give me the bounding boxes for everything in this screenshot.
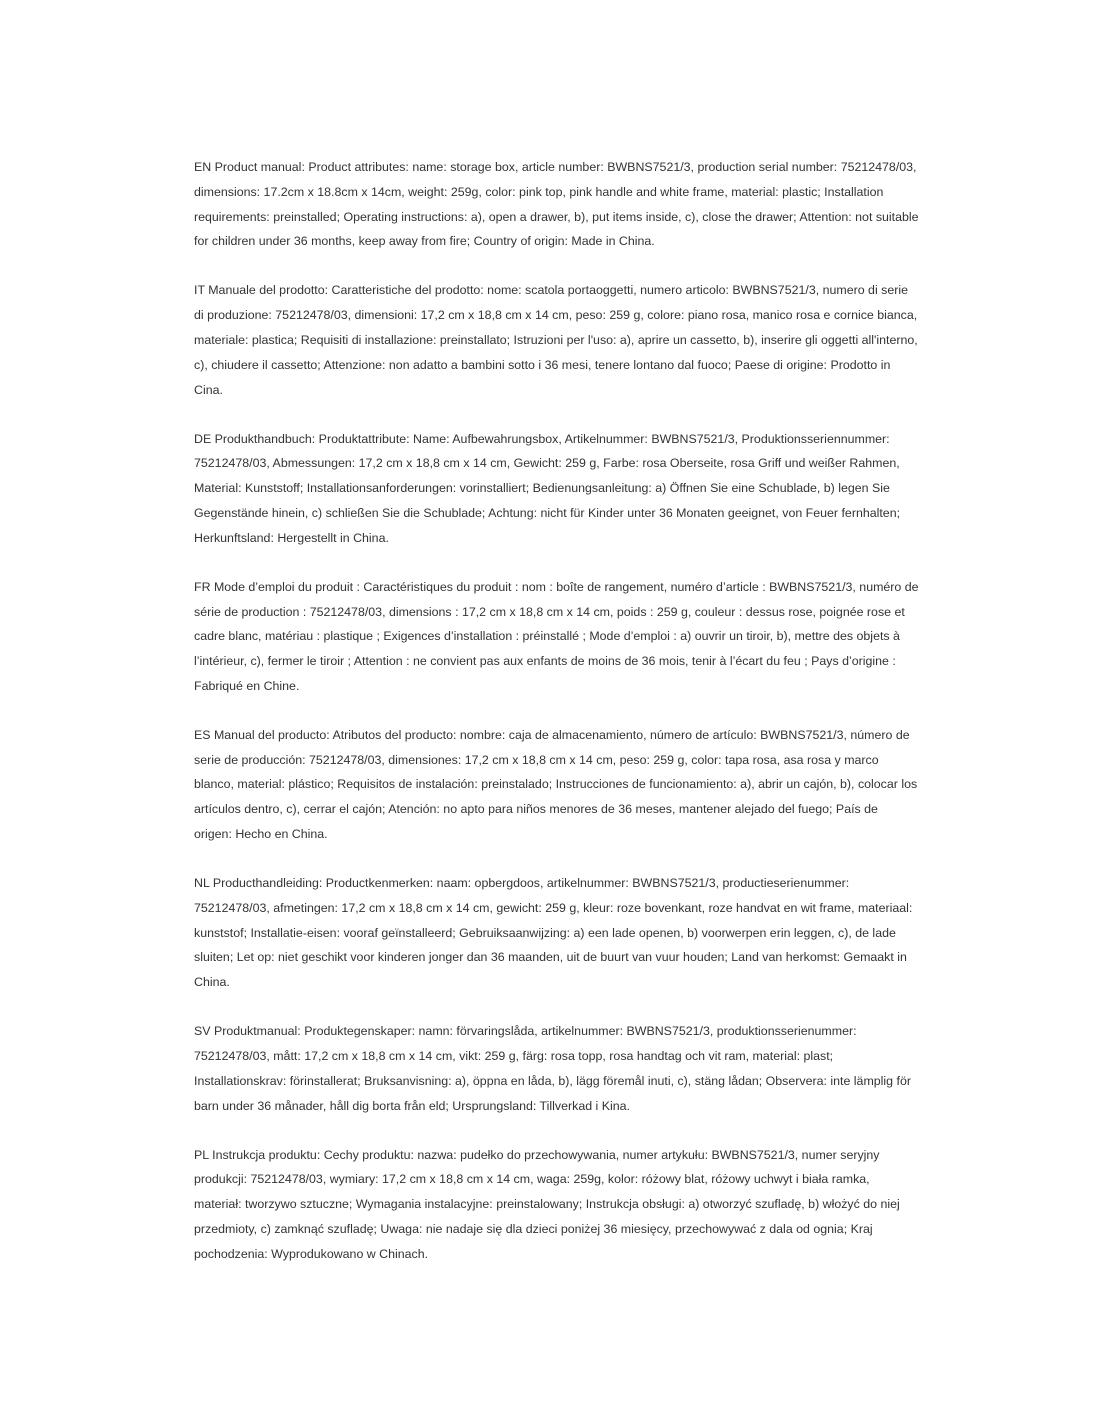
paragraph-en: EN Product manual: Product attributes: name: storage box, article number: BWBNS7521/3, production serial number: 75212478/03, dimensions: 17.2cm x 18.8cm x 14cm, weight: 259g, color: pink top, pink handle and white frame, material: plastic; Installation requirements: preinstalled; Operating instructions: a), open a drawer, b), put items inside, c), close the drawer; Attention: not suitable for children under 36 months, keep away from fire; Country of origin: Made in China. [194, 160, 919, 249]
document-page [194, 155, 919, 1267]
paragraph-it: IT Manuale del prodotto: Caratteristiche del prodotto: nome: scatola portaoggetti, numero articolo: BWBNS7521/3, numero di serie di produzione: 75212478/03, dimensioni: 17,2 cm x 18,8 cm x 14 cm, peso: 259 g, colore: piano rosa, manico rosa e cornice bianca, materiale: plastica; Requisiti di installazione: preinstallato; Istruzioni per l'uso: a), aprire un cassetto, b), inserire gli oggetti all'interno, c), chiudere il cassetto; Attenzione: non adatto a bambini sotto i 36 mesi, tenere lontano dal fuoco; Paese di origine: Prodotto in Cina. [194, 283, 918, 397]
paragraph-pl: PL Instrukcja produktu: Cechy produktu: nazwa: pudełko do przechowywania, numer artykułu: BWBNS7521/3, numer seryjny produkcji: 75212478/03, wymiary: 17,2 cm x 18,8 cm x 14 cm, waga: 259g, kolor: różowy blat, różowy uchwyt i biała ramka, materiał: tworzywo sztuczne; Wymagania instalacyjne: preinstalowany; Instrukcja obsługi: a) otworzyć szufladę, b) włożyć do niej przedmioty, c) zamknąć szufladę; Uwaga: nie nadaje się dla dzieci poniżej 36 miesięcy, przechowywać z dala od ognia; Kraj pochodzenia: Wyprodukowano w Chinach. [194, 1147, 900, 1261]
paragraph-es: ES Manual del producto: Atributos del producto: nombre: caja de almacenamiento, número de artículo: BWBNS7521/3, número de serie de producción: 75212478/03, dimensiones: 17,2 cm x 18,8 cm x 14 cm, peso: 259 g, color: tapa rosa, asa rosa y marco blanco, material: plástico; Requisitos de instalación: preinstalado; Instrucciones de funcionamiento: a), abrir un cajón, b), colocar los artículos dentro, c), cerrar el cajón; Atención: no apto para niños menores de 36 meses, mantener alejado del fuego; País de origen: Hecho en China. [194, 727, 918, 842]
paragraph-fr: FR Mode d’emploi du produit : Caractéristiques du produit : nom : boîte de rangement, numéro d’article : BWBNS7521/3, numéro de série de production : 75212478/03, dimensions : 17,2 cm x 18,8 cm x 14 cm, poids : 259 g, couleur : dessus rose, poignée rose et cadre blanc, matériau : plastique ; Exigences d’installation : préinstallé ; Mode d’emploi : a) ouvrir un tiroir, b), mettre des objets à l’intérieur, c), fermer le tiroir ; Attention : ne convient pas aux enfants de moins de 36 mois, tenir à l’écart du feu ; Pays d’origine : Fabriqué en Chine. [194, 579, 919, 693]
paragraph-nl: NL Producthandleiding: Productkenmerken: naam: opbergdoos, artikelnummer: BWBNS7521/3, productieserienummer: 75212478/03, afmetingen: 17,2 cm x 18,8 cm x 14 cm, gewicht: 259 g, kleur: roze bovenkant, roze handvat en wit frame, materiaal: kunststof; Installatie-eisen: vooraf geïnstalleerd; Gebruiksaanwijzing: a) een lade openen, b) voorwerpen erin leggen, c), de lade sluiten; Let op: niet geschikt voor kinderen jonger dan 36 maanden, uit de buurt van vuur houden; Land van herkomst: Gemaakt in China. [194, 876, 913, 990]
paragraph-de: DE Produkthandbuch: Produktattribute: Name: Aufbewahrungsbox, Artikelnummer: BWBNS7521/3, Produktionsseriennummer: 75212478/03, Abmessungen: 17,2 cm x 18,8 cm x 14 cm, Gewicht: 259 g, Farbe: rosa Oberseite, rosa Griff und weißer Rahmen, Material: Kunststoff; Installationsanforderungen: vorinstalliert; Bedienungsanleitung: a) Öffnen Sie eine Schublade, b) legen Sie Gegenstände hinein, c) schließen Sie die Schublade; Achtung: nicht für Kinder unter 36 Monaten geeignet, von Feuer fernhalten; Herkunftsland: Hergestellt in China. [194, 431, 901, 545]
paragraph-sv: SV Produktmanual: Produktegenskaper: namn: förvaringslåda, artikelnummer: BWBNS7521/3, produktionsserienummer: 75212478/03, mått: 17,2 cm x 18,8 cm x 14 cm, vikt: 259 g, färg: rosa topp, rosa handtag och vit ram, material: plast; Installationskrav: förinstallerat; Bruksanvisning: a), öppna en låda, b), lägg föremål inuti, c), stäng lådan; Observera: inte lämplig för barn under 36 månader, håll dig borta från eld; Ursprungsland: Tillverkad i Kina. [194, 1024, 911, 1113]
